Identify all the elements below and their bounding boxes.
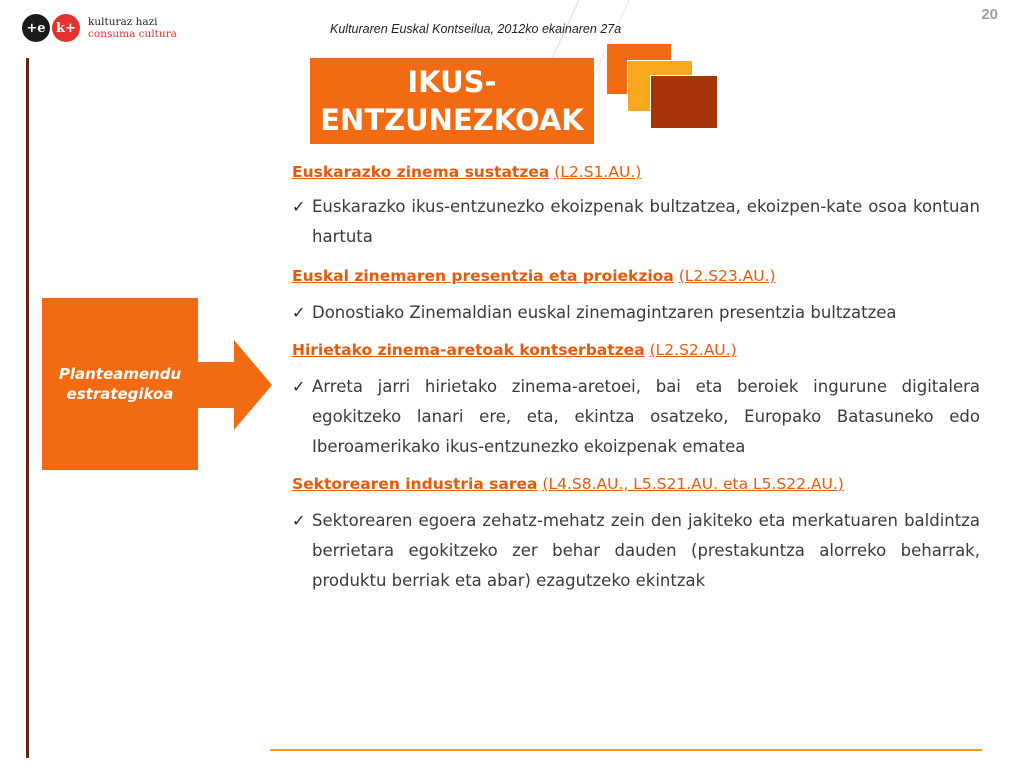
logo: [22, 14, 177, 42]
page-number: 20: [981, 6, 998, 23]
list-item-2: [292, 298, 980, 328]
section-heading-1: [292, 162, 980, 182]
header-title: Kulturaren Euskal Kontseilua, 2012ko ekainaren 27a: [330, 22, 622, 36]
list-item-1: [292, 192, 980, 252]
heading-link-2[interactable]: Euskal zinemaren presentzia eta proiekzioa: [292, 267, 674, 285]
list-item-text-4: Sektorearen egoera zehatz-mehatz zein den jakiteko eta merkatuaren baldintza berrietara egokitzeko zer behar dauden (prestakuntza alorreko beharrak, produktu berriak eta abar) ezagutzeko ekintzak: [312, 511, 980, 590]
list-item-4: [292, 506, 980, 596]
section-heading-2: [292, 266, 980, 286]
heading-link-4[interactable]: Sektorearen industria sarea: [292, 475, 538, 493]
checkmark-icon: ✓: [292, 303, 306, 322]
bottom-rule: [270, 749, 982, 751]
main-title-box: [310, 58, 594, 144]
checkmark-icon: ✓: [292, 197, 306, 216]
heading-code-2: (L2.S23.AU.): [678, 267, 776, 285]
logo-line-2: consuma cultura: [88, 28, 177, 40]
side-label: Planteamendu estrategikoa: [58, 365, 182, 403]
header: [0, 0, 1024, 60]
logo-line-1: kulturaz hazi: [88, 16, 158, 28]
left-vertical-rule: [26, 58, 29, 758]
main-title: IKUS- ENTZUNEZKOAK: [320, 65, 584, 137]
checkmark-icon: ✓: [292, 511, 306, 530]
content: [292, 160, 980, 596]
heading-code-4: (L4.S8.AU., L5.S21.AU. eta L5.S22.AU.): [542, 475, 844, 493]
logo-circle-left: +e: [22, 14, 50, 42]
list-item-text-1: Euskarazko ikus-entzunezko ekoizpenak bultzatzea, ekoizpen-kate osoa kontuan hartuta: [312, 197, 980, 246]
heading-link-1[interactable]: Euskarazko zinema sustatzea: [292, 163, 550, 181]
heading-code-3: (L2.S2.AU.): [649, 341, 737, 359]
checkmark-icon: ✓: [292, 377, 306, 396]
decorative-square-rust: [650, 75, 718, 129]
side-label-box: [42, 298, 198, 470]
list-item-text-3: Arreta jarri hirietako zinema-aretoei, bai eta beroiek ingurune digitalera egokitzeko lanari ere, eta, ekintza osatzeko, Europako Batasuneko edo Iberoamerikako ikus-entzunezko ekoizpenak ematea: [312, 377, 980, 456]
logo-circle-right: k+: [52, 14, 80, 42]
section-heading-4: [292, 474, 980, 494]
logo-text: [88, 16, 177, 40]
list-item-3: [292, 372, 980, 462]
heading-code-1: (L2.S1.AU.): [554, 163, 642, 181]
arrow-right-icon: [196, 340, 274, 430]
section-heading-3: [292, 340, 980, 360]
heading-link-3[interactable]: Hirietako zinema-aretoak kontserbatzea: [292, 341, 645, 359]
list-item-text-2: Donostiako Zinemaldian euskal zinemagintzaren presentzia bultzatzea: [312, 303, 897, 322]
